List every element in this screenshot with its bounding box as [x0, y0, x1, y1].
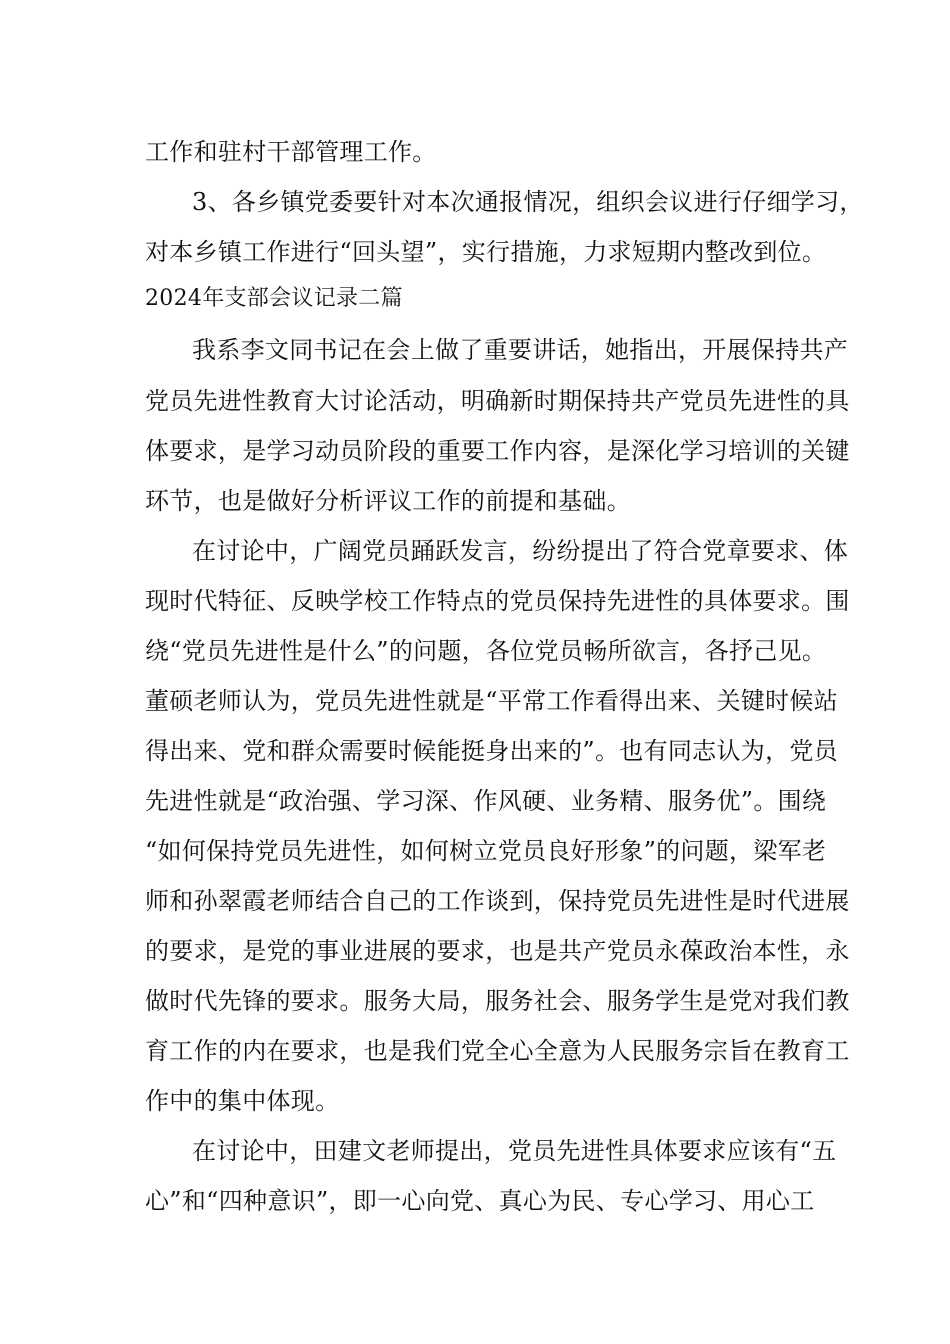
- text-line: 绕“党员先进性是什么”的问题，各位党员畅所欲言，各抒己见。: [145, 637, 827, 665]
- text-line: “如何保持党员先进性，如何树立党员良好形象”的问题，梁军老: [145, 837, 827, 865]
- text-line: 党员先进性教育大讨论活动，明确新时期保持共产党员先进性的具: [145, 387, 850, 415]
- text-line: 在讨论中，广阔党员踊跃发言，纷纷提出了符合党章要求、体: [192, 537, 849, 565]
- text-line: 在讨论中，田建文老师提出，党员先进性具体要求应该有“五: [192, 1137, 837, 1165]
- text-line: 得出来、党和群众需要时候能挺身出来的”。也有同志认为，党员: [145, 737, 838, 765]
- text-line: 先进性就是“政治强、学习深、作风硬、业务精、服务优”。围绕: [145, 787, 827, 815]
- text-line: 工作和驻村干部管理工作。: [145, 138, 437, 166]
- text-line: 环节，也是做好分析评议工作的前提和基础。: [145, 487, 631, 515]
- text-line: 现时代特征、反映学校工作特点的党员保持先进性的具体要求。围: [145, 587, 850, 615]
- text-line: 对本乡镇工作进行“回头望”，实行措施，力求短期内整改到位。: [145, 238, 827, 266]
- text-line: 师和孙翠霞老师结合自己的工作谈到，保持党员先进性是时代进展: [145, 887, 850, 915]
- text-line: 育工作的内在要求，也是我们党全心全意为人民服务宗旨在教育工: [145, 1037, 850, 1065]
- text-line: 3、各乡镇党委要针对本次通报情况，组织会议进行仔细学习，: [192, 188, 864, 216]
- section-heading: 2024年支部会议记录二篇: [145, 286, 403, 311]
- text-line: 董硕老师认为，党员先进性就是“平常工作看得出来、关键时候站: [145, 687, 838, 715]
- text-line: 体要求，是学习动员阶段的重要工作内容，是深化学习培训的关键: [145, 437, 850, 465]
- text-line: 心”和“四种意识”，即一心向党、真心为民、专心学习、用心工: [145, 1187, 815, 1215]
- text-line: 作中的集中体现。: [145, 1087, 340, 1115]
- text-line: 的要求，是党的事业进展的要求，也是共产党员永葆政治本性，永: [145, 937, 850, 965]
- text-line: 做时代先锋的要求。服务大局，服务社会、服务学生是党对我们教: [145, 987, 850, 1015]
- text-line: 我系李文同书记在会上做了重要讲话，她指出，开展保持共产: [192, 336, 849, 364]
